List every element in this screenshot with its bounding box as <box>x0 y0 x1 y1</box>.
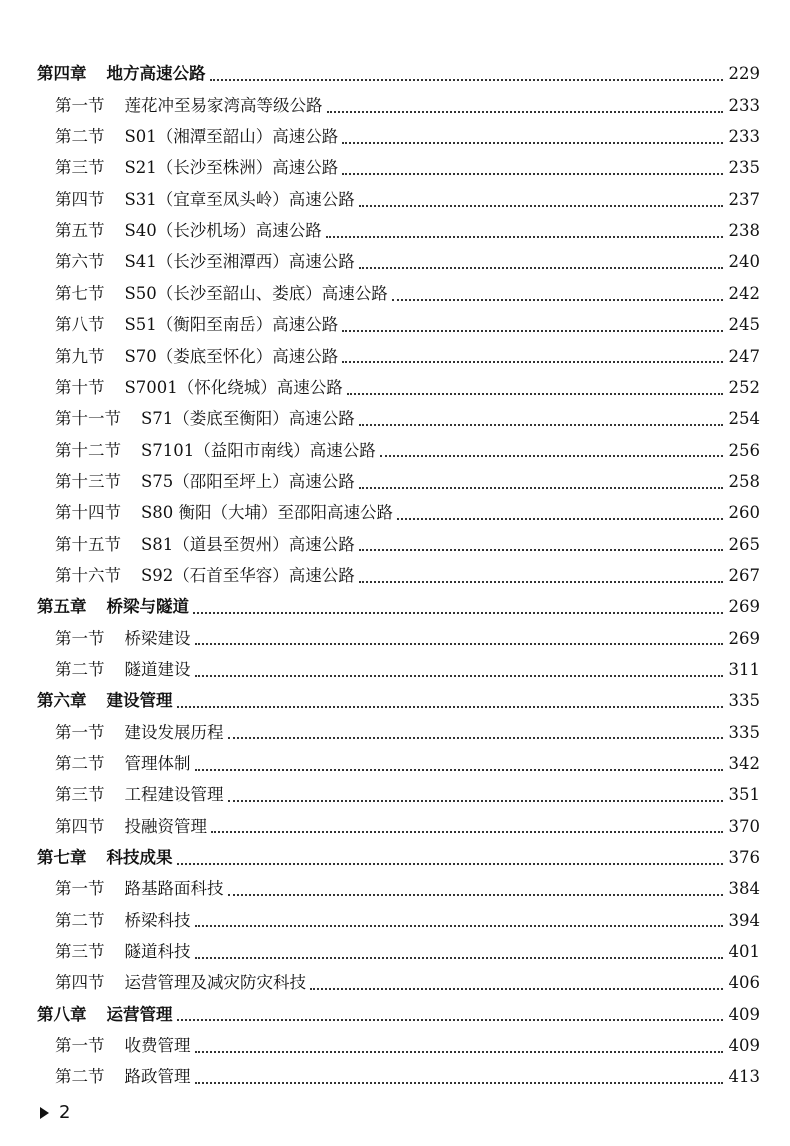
toc-entry-title: 莲花冲至易家湾高等级公路 <box>124 95 323 115</box>
dot-leader <box>327 110 723 113</box>
toc-entry-page: 401 <box>728 942 760 962</box>
toc-entry-title: 运营管理及减灾防灾科技 <box>124 973 306 993</box>
page-footer <box>40 1102 70 1123</box>
toc-section-entry[interactable] <box>0 466 790 497</box>
toc-entry-number: 第二节 <box>55 910 105 930</box>
toc-entry-number: 第一节 <box>55 95 105 115</box>
toc-entry-page: 342 <box>728 753 760 773</box>
toc-entry-title: 地方高速公路 <box>106 64 206 84</box>
toc-chapter-entry[interactable] <box>0 59 790 90</box>
toc-section-entry[interactable] <box>0 623 790 654</box>
toc-section-entry[interactable] <box>0 717 790 748</box>
toc-entry-number: 第三节 <box>55 158 105 178</box>
toc-entry-page: 413 <box>728 1067 760 1087</box>
dot-leader <box>359 580 723 583</box>
toc-entry-page: 269 <box>728 597 760 617</box>
dot-leader <box>195 924 723 927</box>
toc-entry-number: 第二节 <box>55 753 105 773</box>
toc-section-entry[interactable] <box>0 749 790 780</box>
dot-leader <box>193 611 723 614</box>
dot-leader <box>342 360 722 363</box>
toc-entry-number: 第七章 <box>37 848 87 868</box>
toc-entry-number: 第六节 <box>55 252 105 272</box>
toc-entry-number: 第三节 <box>55 942 105 962</box>
table-of-contents <box>0 59 790 1093</box>
toc-entry-title: S51（衡阳至南岳）高速公路 <box>124 315 339 335</box>
toc-entry-number: 第八章 <box>37 1004 87 1024</box>
toc-entry-title: S92（石首至华容）高速公路 <box>141 565 355 585</box>
toc-entry-number: 第一节 <box>55 722 105 742</box>
toc-entry-title: 建设管理 <box>106 691 173 711</box>
toc-section-entry[interactable] <box>0 247 790 278</box>
toc-entry-page: 384 <box>728 879 760 899</box>
toc-entry-page: 252 <box>728 377 760 397</box>
dot-leader <box>359 486 723 489</box>
dot-leader <box>211 830 723 833</box>
toc-section-entry[interactable] <box>0 404 790 435</box>
toc-section-entry[interactable] <box>0 153 790 184</box>
toc-entry-page: 409 <box>728 1036 760 1056</box>
dot-leader <box>380 454 723 457</box>
dot-leader <box>397 517 722 520</box>
toc-entry-title: S7101（益阳市南线）高速公路 <box>141 440 376 460</box>
toc-entry-title: 收费管理 <box>124 1036 191 1056</box>
toc-entry-title: S21（长沙至株洲）高速公路 <box>124 158 339 178</box>
toc-entry-title: S71（娄底至衡阳）高速公路 <box>141 409 355 429</box>
toc-entry-number: 第三节 <box>55 785 105 805</box>
toc-section-entry[interactable] <box>0 811 790 842</box>
toc-section-entry[interactable] <box>0 90 790 121</box>
toc-entry-title: S75（邵阳至坪上）高速公路 <box>141 471 355 491</box>
toc-entry-number: 第七节 <box>55 283 105 303</box>
toc-chapter-entry[interactable] <box>0 686 790 717</box>
dot-leader <box>228 799 723 802</box>
toc-entry-number: 第六章 <box>37 691 87 711</box>
toc-entry-number: 第二节 <box>55 1067 105 1087</box>
toc-entry-page: 247 <box>728 346 760 366</box>
toc-section-entry[interactable] <box>0 937 790 968</box>
dot-leader <box>195 1050 723 1053</box>
toc-entry-number: 第一节 <box>55 628 105 648</box>
toc-entry-page: 260 <box>728 503 760 523</box>
dot-leader <box>195 642 723 645</box>
toc-entry-title: 桥梁科技 <box>124 910 191 930</box>
toc-section-entry[interactable] <box>0 184 790 215</box>
toc-entry-page: 409 <box>728 1004 760 1024</box>
dot-leader <box>195 956 723 959</box>
toc-entry-title: S40（长沙机场）高速公路 <box>124 221 322 241</box>
toc-entry-title: 隧道科技 <box>124 942 191 962</box>
toc-entry-page: 242 <box>728 283 760 303</box>
dot-leader <box>342 329 722 332</box>
toc-section-entry[interactable] <box>0 968 790 999</box>
toc-entry-page: 335 <box>728 722 760 742</box>
toc-section-entry[interactable] <box>0 216 790 247</box>
toc-entry-title: S7001（怀化绕城）高速公路 <box>124 377 343 397</box>
toc-chapter-entry[interactable] <box>0 843 790 874</box>
toc-section-entry[interactable] <box>0 278 790 309</box>
toc-entry-title: 工程建设管理 <box>124 785 224 805</box>
toc-entry-page: 240 <box>728 252 760 272</box>
dot-leader <box>359 266 723 269</box>
toc-chapter-entry[interactable] <box>0 592 790 623</box>
toc-entry-page: 267 <box>728 565 760 585</box>
triangle-right-icon <box>40 1107 49 1119</box>
toc-section-entry[interactable] <box>0 561 790 592</box>
dot-leader <box>359 204 723 207</box>
toc-entry-page: 229 <box>728 64 760 84</box>
toc-entry-title: S01（湘潭至韶山）高速公路 <box>124 127 339 147</box>
toc-entry-title: 路政管理 <box>124 1067 191 1087</box>
toc-entry-number: 第十五节 <box>55 534 121 554</box>
toc-entry-number: 第五章 <box>37 597 87 617</box>
toc-entry-number: 第五节 <box>55 221 105 241</box>
toc-section-entry[interactable] <box>0 1062 790 1093</box>
toc-entry-page: 258 <box>728 471 760 491</box>
toc-entry-title: S70（娄底至怀化）高速公路 <box>124 346 339 366</box>
toc-section-entry[interactable] <box>0 310 790 341</box>
toc-entry-number: 第二节 <box>55 659 105 679</box>
toc-section-entry[interactable] <box>0 655 790 686</box>
toc-section-entry[interactable] <box>0 341 790 372</box>
toc-entry-number: 第四节 <box>55 816 105 836</box>
dot-leader <box>342 172 722 175</box>
dot-leader <box>177 862 723 865</box>
dot-leader <box>310 987 723 990</box>
dot-leader <box>347 392 723 395</box>
toc-section-entry[interactable] <box>0 529 790 560</box>
dot-leader <box>177 705 723 708</box>
toc-entry-title: 建设发展历程 <box>124 722 224 742</box>
toc-entry-number: 第四节 <box>55 973 105 993</box>
toc-section-entry[interactable] <box>0 905 790 936</box>
toc-entry-title: 隧道建设 <box>124 659 191 679</box>
toc-entry-page: 233 <box>728 95 760 115</box>
dot-leader <box>392 298 723 301</box>
toc-entry-number: 第八节 <box>55 315 105 335</box>
toc-entry-page: 235 <box>728 158 760 178</box>
toc-entry-title: 科技成果 <box>106 848 173 868</box>
toc-entry-number: 第九节 <box>55 346 105 366</box>
toc-entry-number: 第十四节 <box>55 503 121 523</box>
toc-entry-page: 376 <box>728 848 760 868</box>
toc-entry-number: 第一节 <box>55 1036 105 1056</box>
toc-entry-page: 245 <box>728 315 760 335</box>
toc-entry-page: 254 <box>728 409 760 429</box>
toc-entry-number: 第二节 <box>55 127 105 147</box>
toc-chapter-entry[interactable] <box>0 999 790 1030</box>
dot-leader <box>342 141 722 144</box>
toc-entry-number: 第十三节 <box>55 471 121 491</box>
dot-leader <box>195 768 723 771</box>
toc-entry-page: 238 <box>728 221 760 241</box>
toc-entry-page: 269 <box>728 628 760 648</box>
toc-section-entry[interactable] <box>0 122 790 153</box>
toc-entry-page: 265 <box>728 534 760 554</box>
dot-leader <box>195 674 723 677</box>
toc-entry-number: 第四节 <box>55 189 105 209</box>
toc-entry-page: 394 <box>728 910 760 930</box>
toc-entry-title: 路基路面科技 <box>124 879 224 899</box>
toc-entry-title: S31（宜章至凤头岭）高速公路 <box>124 189 355 209</box>
dot-leader <box>177 1018 723 1021</box>
toc-entry-number: 第四章 <box>37 64 87 84</box>
dot-leader <box>359 423 723 426</box>
dot-leader <box>326 235 723 238</box>
toc-entry-title: S41（长沙至湘潭西）高速公路 <box>124 252 355 272</box>
toc-entry-number: 第一节 <box>55 879 105 899</box>
toc-entry-number: 第十六节 <box>55 565 121 585</box>
toc-entry-title: 投融资管理 <box>124 816 207 836</box>
toc-entry-number: 第十节 <box>55 377 105 397</box>
toc-entry-page: 351 <box>728 785 760 805</box>
toc-entry-page: 311 <box>728 659 760 679</box>
toc-entry-page: 406 <box>728 973 760 993</box>
toc-entry-page: 233 <box>728 127 760 147</box>
dot-leader <box>195 1081 723 1084</box>
toc-entry-page: 370 <box>728 816 760 836</box>
dot-leader <box>228 893 723 896</box>
toc-entry-title: S81（道县至贺州）高速公路 <box>141 534 355 554</box>
toc-entry-title: 桥梁与隧道 <box>106 597 189 617</box>
toc-entry-page: 237 <box>728 189 760 209</box>
page-number: 2 <box>59 1102 71 1123</box>
toc-entry-title: 管理体制 <box>124 753 191 773</box>
dot-leader <box>359 548 723 551</box>
toc-entry-title: S80 衡阳（大埔）至邵阳高速公路 <box>141 503 394 523</box>
toc-entry-number: 第十二节 <box>55 440 121 460</box>
toc-section-entry[interactable] <box>0 1031 790 1062</box>
toc-section-entry[interactable] <box>0 372 790 403</box>
toc-entry-page: 256 <box>728 440 760 460</box>
toc-entry-number: 第十一节 <box>55 409 121 429</box>
toc-section-entry[interactable] <box>0 874 790 905</box>
toc-section-entry[interactable] <box>0 780 790 811</box>
dot-leader <box>210 78 723 81</box>
toc-entry-title: S50（长沙至韶山、娄底）高速公路 <box>124 283 388 303</box>
toc-section-entry[interactable] <box>0 435 790 466</box>
dot-leader <box>228 736 723 739</box>
toc-entry-title: 桥梁建设 <box>124 628 191 648</box>
toc-section-entry[interactable] <box>0 498 790 529</box>
toc-entry-page: 335 <box>728 691 760 711</box>
toc-entry-title: 运营管理 <box>106 1004 173 1024</box>
